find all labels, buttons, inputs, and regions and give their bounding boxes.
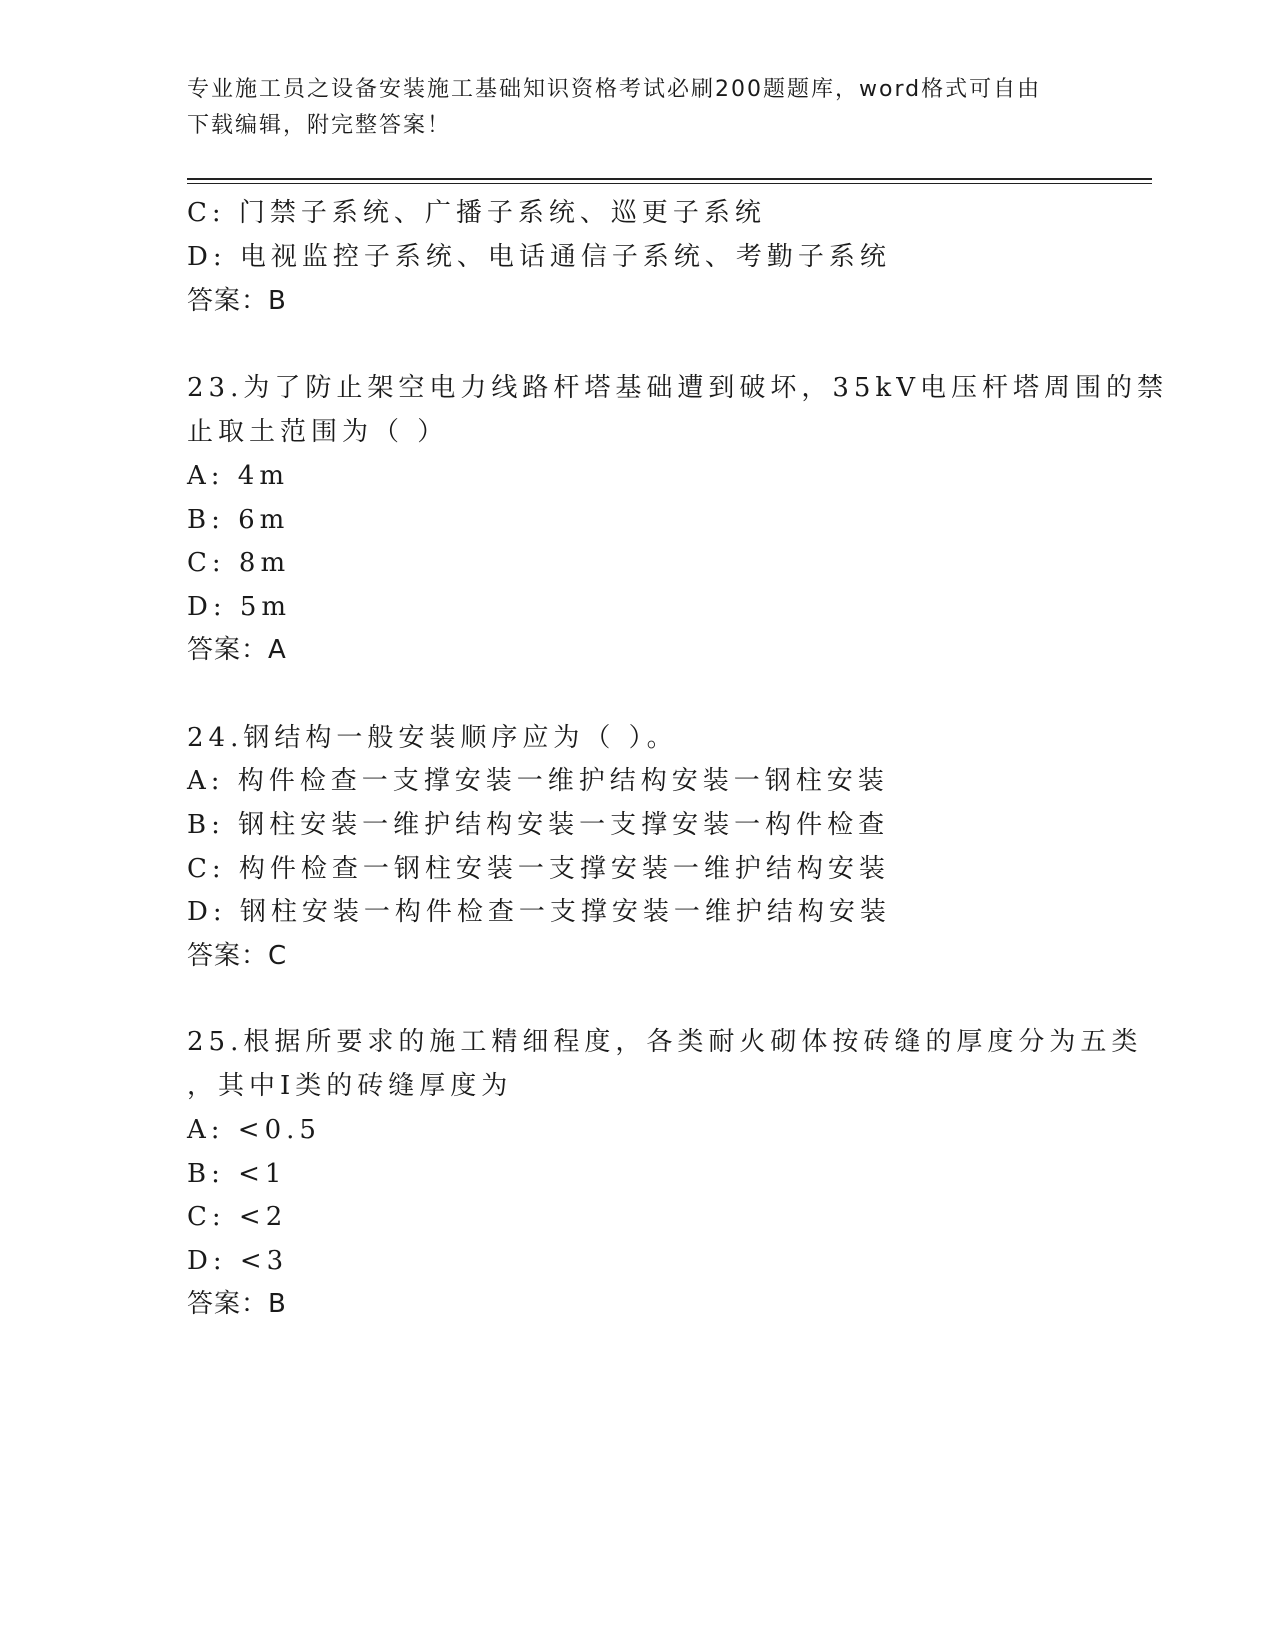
q25-option-a: A: <0.5	[187, 1115, 321, 1145]
q23-stem-line-2: 止取土范围为（ ）	[187, 417, 449, 447]
q24-answer: 答案：C	[187, 941, 288, 971]
q25-answer: 答案：B	[187, 1289, 287, 1319]
q22-option-d: D: 电视监控子系统、电话通信子系统、考勤子系统	[187, 242, 891, 272]
q24-option-c: C: 构件检查一钢柱安装一支撑安装一维护结构安装	[187, 854, 890, 884]
q24-option-a: A: 构件检查一支撑安装一维护结构安装一钢柱安装	[187, 766, 889, 796]
header-divider-thick	[187, 178, 1152, 180]
q22-answer: 答案：B	[187, 286, 287, 316]
header-divider-thin	[187, 183, 1152, 184]
q22-option-c: C: 门禁子系统、广播子系统、巡更子系统	[187, 198, 766, 228]
q25-option-b: B: <1	[187, 1159, 287, 1189]
q23-option-c: C: 8m	[187, 548, 291, 578]
q23-option-b: B: 6m	[187, 505, 290, 535]
q25-stem-line-2: ，其中Ⅰ类的砖缝厚度为	[187, 1071, 513, 1101]
q25-option-c: C: <2	[187, 1202, 288, 1232]
q23-stem-line-1: 23.为了防止架空电力线路杆塔基础遭到破坏，35kV电压杆塔周围的禁	[187, 373, 1168, 403]
header-line-2: 下载编辑，附完整答案！	[187, 113, 452, 138]
q25-stem-line-1: 25.根据所要求的施工精细程度，各类耐火砌体按砖缝的厚度分为五类	[187, 1027, 1143, 1057]
q25-option-d: D: <3	[187, 1246, 289, 1276]
header-line-1: 专业施工员之设备安装施工基础知识资格考试必刷200题题库，word格式可自由	[187, 77, 1042, 102]
q24-stem: 24.钢结构一般安装顺序应为（ ）。	[187, 723, 678, 753]
q24-option-d: D: 钢柱安装一构件检查一支撑安装一维护结构安装	[187, 897, 891, 927]
q23-option-d: D: 5m	[187, 592, 292, 622]
q23-option-a: A: 4m	[187, 461, 289, 491]
q24-option-b: B: 钢柱安装一维护结构安装一支撑安装一构件检查	[187, 810, 890, 840]
document-header	[187, 72, 1067, 144]
q23-answer: 答案：A	[187, 635, 287, 665]
